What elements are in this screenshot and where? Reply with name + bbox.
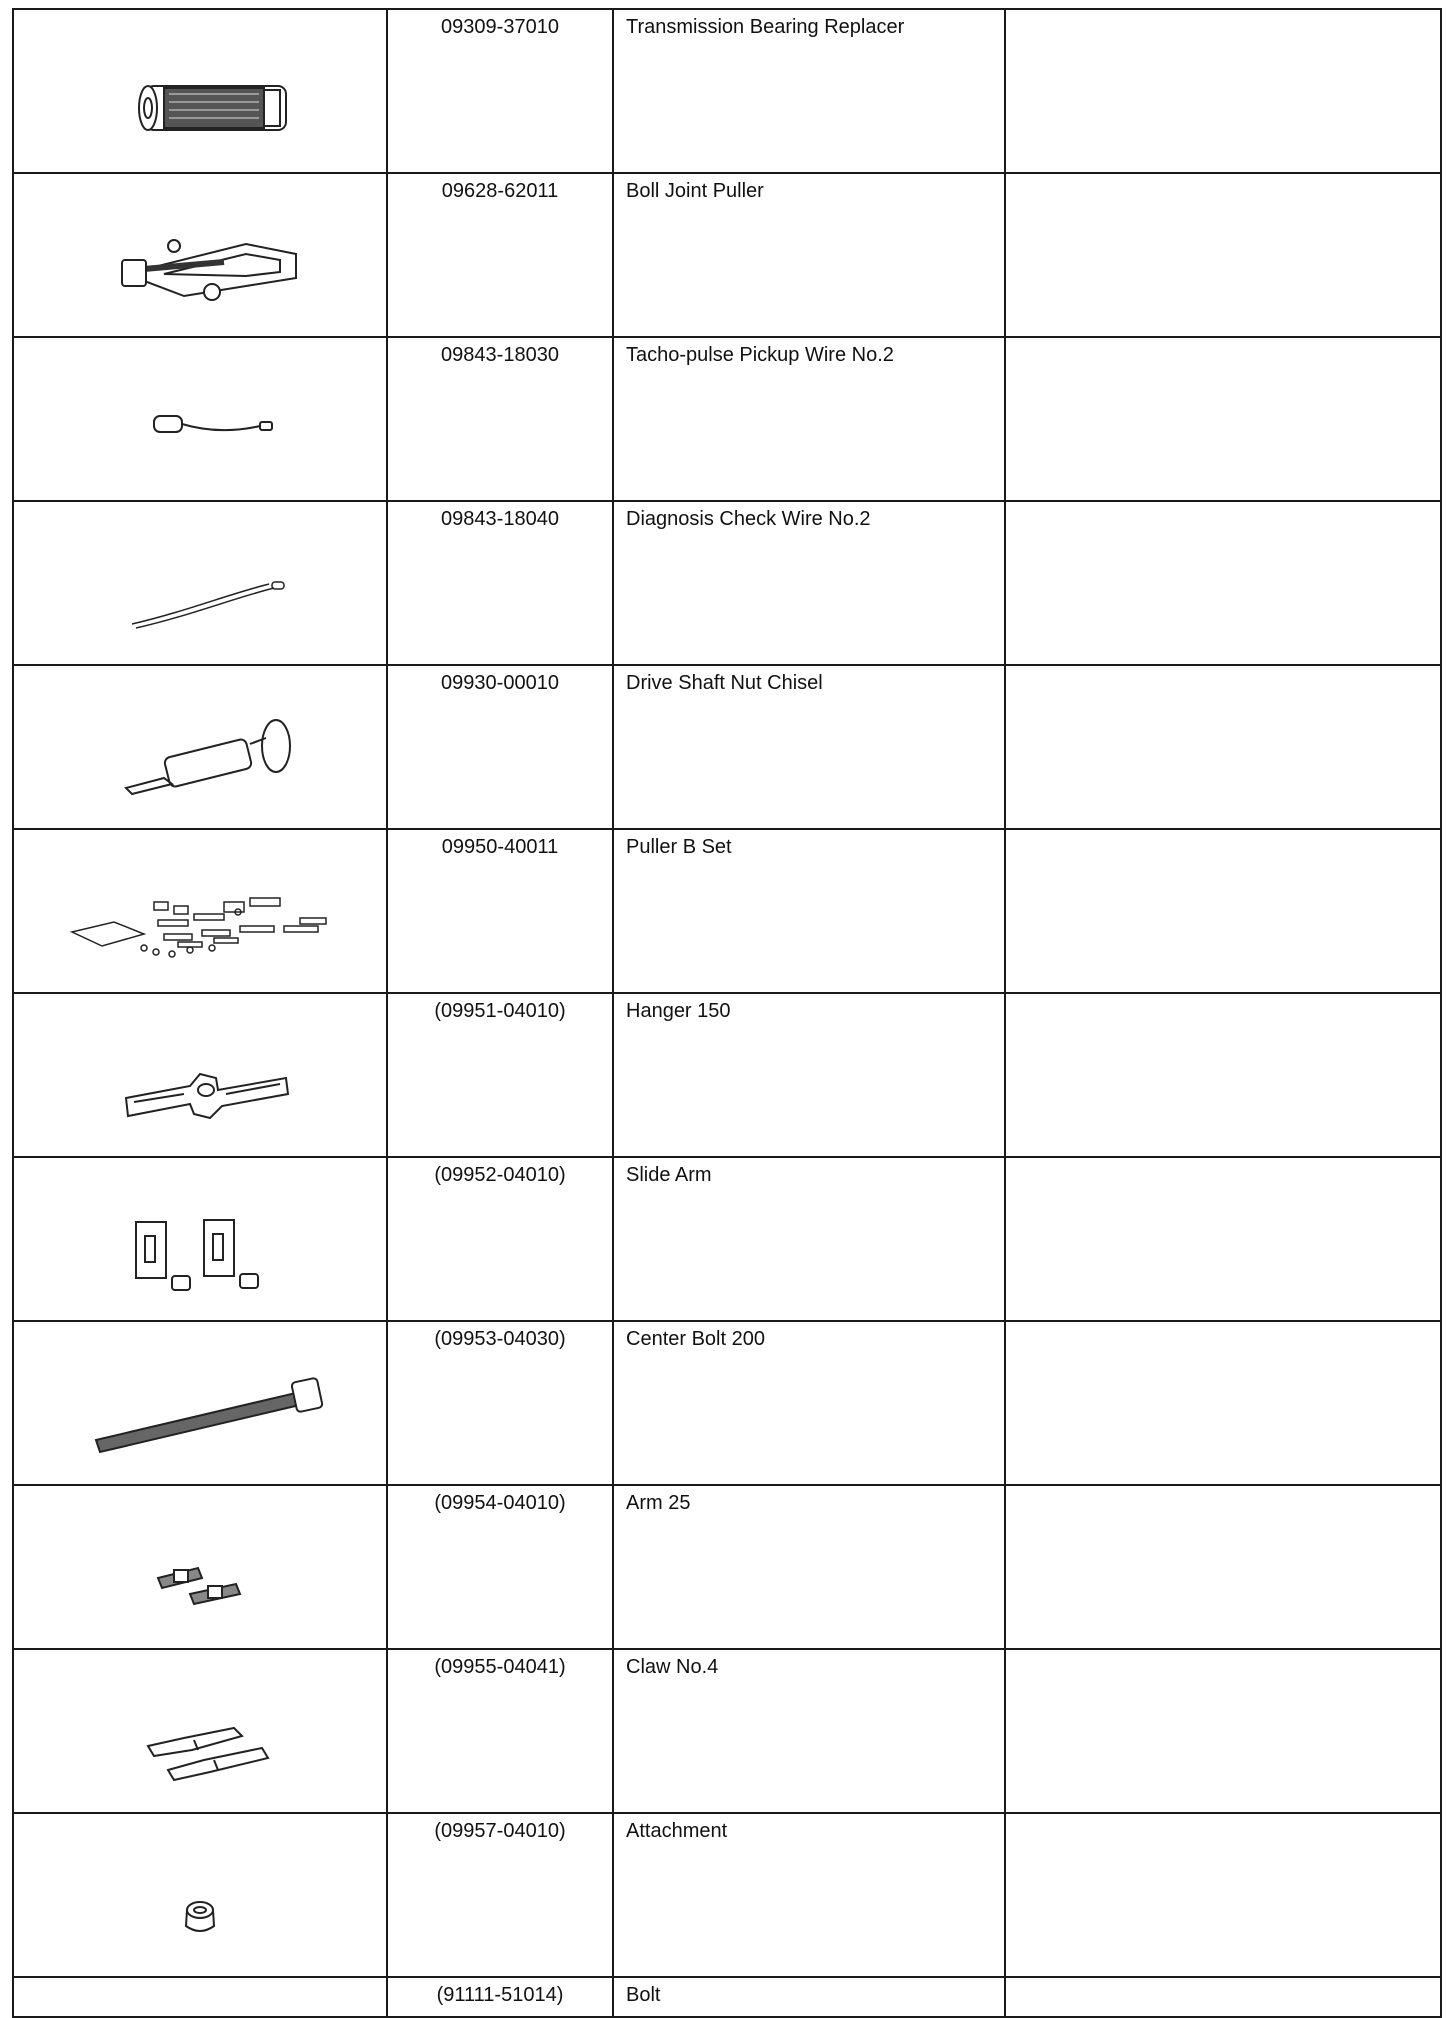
tool-name: Boll Joint Puller — [626, 180, 764, 202]
tool-illustration-cell — [13, 173, 387, 337]
tool-illustration-cell — [13, 1485, 387, 1649]
note-cell — [1005, 337, 1441, 501]
tool-name: Hanger 150 — [626, 1000, 731, 1022]
part-number: 09843-18030 — [441, 344, 559, 366]
part-number: (09954-04010) — [434, 1492, 566, 1514]
tool-illustration-cell — [13, 665, 387, 829]
tool-name: Slide Arm — [626, 1164, 712, 1186]
note-cell — [1005, 501, 1441, 665]
note-cell — [1005, 665, 1441, 829]
table-row — [13, 1649, 1441, 1813]
part-number-cell — [387, 1321, 613, 1485]
tool-name-cell — [613, 1813, 1005, 1977]
tool-illustration-cell — [13, 1321, 387, 1485]
part-number: 09843-18040 — [441, 508, 559, 530]
bearing-replacer-icon — [14, 10, 386, 172]
tool-illustration-cell — [13, 993, 387, 1157]
tool-name: Transmission Bearing Replacer — [626, 16, 905, 38]
note-cell — [1005, 993, 1441, 1157]
tool-illustration-cell — [13, 1977, 387, 2017]
tool-name-cell — [613, 1321, 1005, 1485]
hanger-icon — [14, 994, 386, 1156]
table-row — [13, 1977, 1441, 2017]
tool-name: Claw No.4 — [626, 1656, 719, 1678]
part-number-cell — [387, 829, 613, 993]
arm-icon — [14, 1486, 386, 1648]
tool-name-cell — [613, 173, 1005, 337]
puller-set-icon — [14, 830, 386, 992]
table-row — [13, 1321, 1441, 1485]
note-cell — [1005, 9, 1441, 173]
table-row — [13, 665, 1441, 829]
part-number-cell — [387, 337, 613, 501]
part-number-cell — [387, 1977, 613, 2017]
note-cell — [1005, 1977, 1441, 2017]
table-row — [13, 1813, 1441, 1977]
tool-illustration-cell — [13, 337, 387, 501]
tool-name-cell — [613, 993, 1005, 1157]
tool-name: Drive Shaft Nut Chisel — [626, 672, 823, 694]
tool-name-cell — [613, 1649, 1005, 1813]
table-row — [13, 1485, 1441, 1649]
part-number-cell — [387, 1813, 613, 1977]
tool-illustration-cell — [13, 9, 387, 173]
tool-name: Puller B Set — [626, 836, 732, 858]
tool-illustration-cell — [13, 829, 387, 993]
table-row — [13, 1157, 1441, 1321]
table-row — [13, 829, 1441, 993]
tool-name-cell — [613, 829, 1005, 993]
table-row — [13, 337, 1441, 501]
table-row — [13, 501, 1441, 665]
part-number: (09951-04010) — [434, 1000, 566, 1022]
slide-arm-icon — [14, 1158, 386, 1320]
tool-name: Diagnosis Check Wire No.2 — [626, 508, 871, 530]
tool-illustration-cell — [13, 501, 387, 665]
check-wire-icon — [14, 502, 386, 664]
tool-name-cell — [613, 665, 1005, 829]
part-number-cell — [387, 9, 613, 173]
special-service-tools-table — [12, 8, 1442, 2018]
tool-name-cell — [613, 1157, 1005, 1321]
tool-name-cell — [613, 337, 1005, 501]
center-bolt-icon — [14, 1322, 386, 1484]
note-cell — [1005, 1321, 1441, 1485]
tool-name: Bolt — [626, 1984, 661, 2006]
nut-chisel-icon — [14, 666, 386, 828]
note-cell — [1005, 1157, 1441, 1321]
part-number-cell — [387, 993, 613, 1157]
table-row — [13, 173, 1441, 337]
claw-icon — [14, 1650, 386, 1812]
tool-name: Arm 25 — [626, 1492, 691, 1514]
tool-illustration-cell — [13, 1157, 387, 1321]
part-number-cell — [387, 665, 613, 829]
part-number: (09955-04041) — [434, 1656, 566, 1678]
part-number-cell — [387, 1649, 613, 1813]
tool-name-cell — [613, 9, 1005, 173]
tool-name-cell — [613, 501, 1005, 665]
tool-name: Attachment — [626, 1820, 728, 1842]
pickup-wire-icon — [14, 338, 386, 500]
part-number: (91111-51014) — [436, 1984, 564, 2006]
note-cell — [1005, 173, 1441, 337]
part-number: (09957-04010) — [434, 1820, 566, 1842]
table-row — [13, 993, 1441, 1157]
tool-name-cell — [613, 1485, 1005, 1649]
tool-name: Tacho-pulse Pickup Wire No.2 — [626, 344, 894, 366]
part-number-cell — [387, 501, 613, 665]
part-number-cell — [387, 173, 613, 337]
ball-joint-puller-icon — [14, 174, 386, 336]
note-cell — [1005, 1813, 1441, 1977]
tool-name: Center Bolt 200 — [626, 1328, 765, 1350]
part-number: 09628-62011 — [441, 180, 559, 202]
tool-illustration-cell — [13, 1649, 387, 1813]
attachment-icon — [14, 1814, 386, 1976]
part-number: (09952-04010) — [434, 1164, 566, 1186]
part-number-cell — [387, 1157, 613, 1321]
part-number: 09930-00010 — [441, 672, 559, 694]
note-cell — [1005, 829, 1441, 993]
tool-name-cell — [613, 1977, 1005, 2017]
part-number: 09950-40011 — [441, 836, 559, 858]
table-row — [13, 9, 1441, 173]
note-cell — [1005, 1485, 1441, 1649]
part-number-cell — [387, 1485, 613, 1649]
part-number: 09309-37010 — [441, 16, 559, 38]
note-cell — [1005, 1649, 1441, 1813]
tool-illustration-cell — [13, 1813, 387, 1977]
part-number: (09953-04030) — [434, 1328, 566, 1350]
